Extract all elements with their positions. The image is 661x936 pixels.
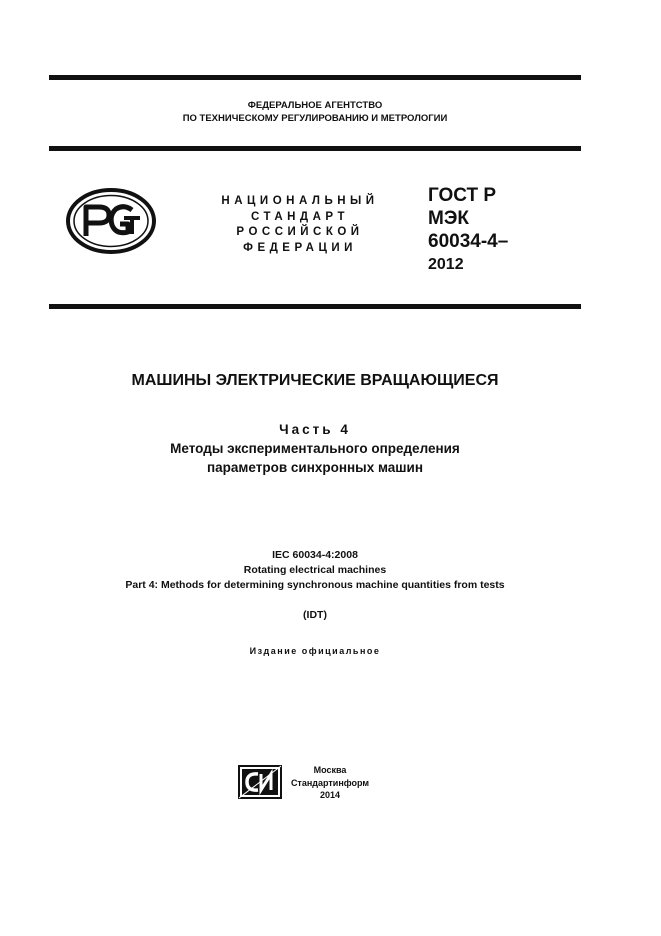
publisher-name: Стандартинформ (290, 777, 370, 788)
designation-line-1: ГОСТ Р (428, 185, 497, 206)
iec-title-line-1: Rotating electrical machines (243, 564, 387, 576)
part-block (49, 420, 581, 477)
edition-label: Издание официальное (249, 646, 381, 656)
publisher-year: 2014 (319, 790, 341, 800)
designation-bottom-rule (49, 304, 581, 309)
standard-designation (428, 184, 508, 277)
designation-line-3: 60034-4– (428, 231, 509, 252)
national-standard-label (200, 194, 400, 256)
rst-certification-logo-icon (66, 188, 156, 254)
designation-year: 2012 (428, 256, 464, 273)
agency-line-2: ПО ТЕХНИЧЕСКОМУ РЕГУЛИРОВАНИЮ И МЕТРОЛОГИИ (182, 113, 448, 124)
national-line-3: РОССИЙСКОЙ (236, 226, 364, 238)
national-line-2: СТАНДАРТ (251, 210, 349, 223)
iec-reference (49, 548, 581, 593)
designation-line-2: МЭК (428, 208, 469, 229)
national-line-1: НАЦИОНАЛЬНЫЙ (221, 195, 379, 207)
iec-number: IEC 60034-4:2008 (272, 549, 358, 561)
publisher-info (290, 764, 370, 802)
subtitle-line-1: Методы экспериментального определения (170, 441, 460, 456)
agency-line-1: ФЕДЕРАЛЬНОЕ АГЕНТСТВО (247, 100, 383, 111)
document-title: МАШИНЫ ЭЛЕКТРИЧЕСКИЕ ВРАЩАЮЩИЕСЯ (131, 372, 499, 389)
part-label: Часть 4 (279, 422, 351, 437)
national-line-4: ФЕДЕРАЦИИ (243, 241, 357, 254)
agency-header (49, 99, 581, 125)
subtitle-line-2: параметров синхронных машин (207, 460, 423, 475)
iec-title-line-2: Part 4: Methods for determining synchronous machine quantities from tests (125, 579, 505, 591)
standartinform-logo-icon (237, 764, 283, 800)
publisher-city: Москва (313, 765, 347, 775)
equivalence-degree: (IDT) (303, 609, 327, 621)
header-bottom-rule (49, 146, 581, 151)
top-rule (49, 75, 581, 80)
